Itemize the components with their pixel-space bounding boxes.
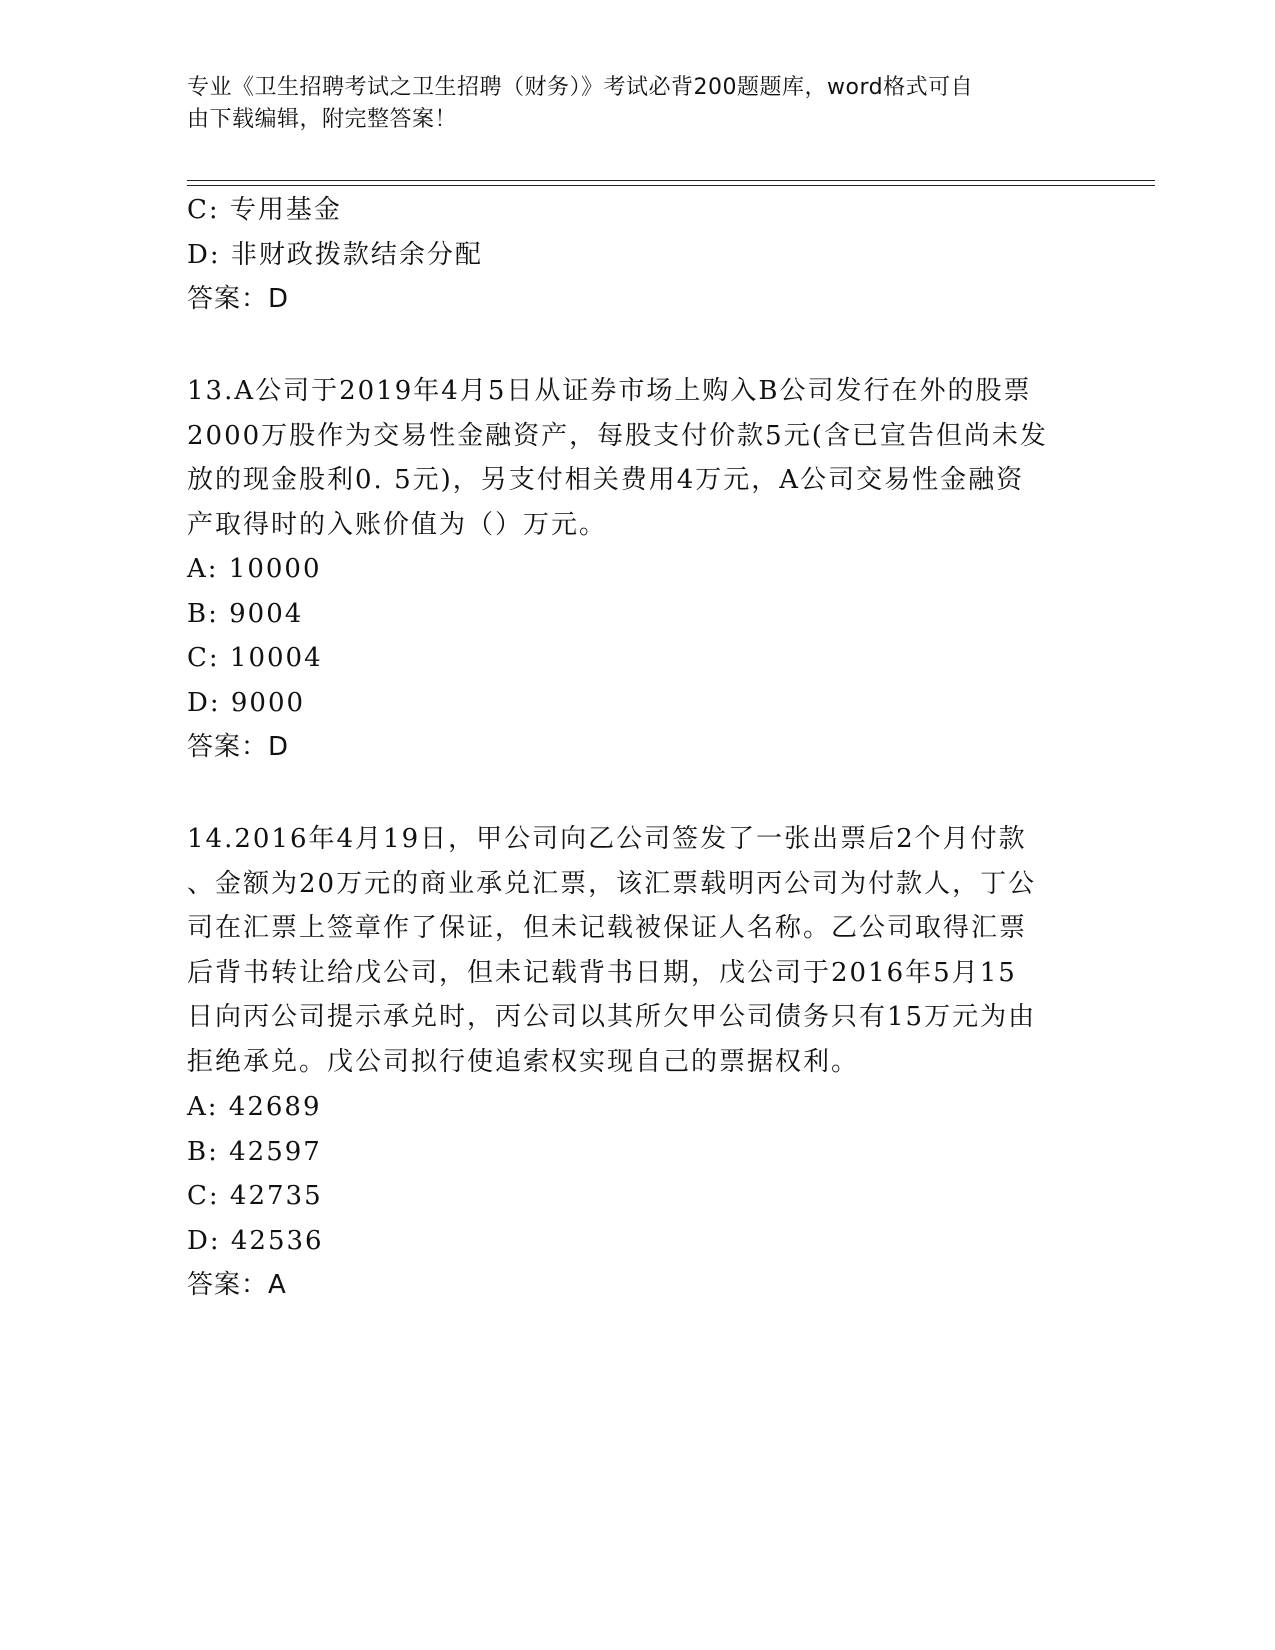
option-b: B: 9004 bbox=[187, 599, 304, 629]
option-c: C: 10004 bbox=[187, 643, 323, 673]
option-d: D: 42536 bbox=[187, 1226, 324, 1256]
question-14-line-5: 日向丙公司提示承兑时，丙公司以其所欠甲公司债务只有15万元为由 bbox=[187, 1002, 1037, 1032]
option-b: B: 42597 bbox=[187, 1137, 322, 1167]
question-14-line-1: 14.2016年4月19日，甲公司向乙公司签发了一张出票后2个月付款 bbox=[187, 824, 1027, 854]
header-divider-top bbox=[187, 180, 1155, 181]
option-d: D: 非财政拨款结余分配 bbox=[187, 240, 483, 270]
question-13-line-2: 2000万股作为交易性金融资产，每股支付价款5元(含已宣告但尚未发 bbox=[187, 421, 1048, 451]
option-d: D: 9000 bbox=[187, 688, 306, 718]
header-line-1: 专业《卫生招聘考试之卫生招聘（财务）》考试必背200题题库，word格式可自 bbox=[187, 75, 974, 100]
answer-line: 答案：D bbox=[187, 732, 290, 762]
question-14-line-6: 拒绝承兑。戊公司拟行使追索权实现自己的票据权利。 bbox=[187, 1047, 860, 1077]
header-divider-bottom bbox=[187, 185, 1155, 186]
option-c: C: 专用基金 bbox=[187, 195, 342, 225]
question-14-line-3: 司在汇票上签章作了保证，但未记载被保证人名称。乙公司取得汇票 bbox=[187, 913, 1028, 943]
answer-line: 答案：D bbox=[187, 284, 290, 314]
answer-line: 答案：A bbox=[187, 1270, 287, 1300]
question-14-line-4: 后背书转让给戊公司，但未记载背书日期，戊公司于2016年5月15 bbox=[187, 958, 1017, 988]
question-13-line-1: 13.A公司于2019年4月5日从证券市场上购入B公司发行在外的股票 bbox=[187, 376, 1032, 406]
question-14-line-2: 、金额为20万元的商业承兑汇票，该汇票载明丙公司为付款人，丁公 bbox=[187, 869, 1037, 899]
question-13-line-3: 放的现金股利0. 5元)，另支付相关费用4万元，A公司交易性金融资 bbox=[187, 465, 1025, 495]
option-c: C: 42735 bbox=[187, 1181, 323, 1211]
question-13-line-4: 产取得时的入账价值为（）万元。 bbox=[187, 510, 608, 540]
option-a: A: 10000 bbox=[187, 554, 322, 584]
header-line-2: 由下载编辑，附完整答案！ bbox=[187, 107, 458, 132]
document-header bbox=[187, 72, 1077, 136]
option-a: A: 42689 bbox=[187, 1092, 322, 1122]
